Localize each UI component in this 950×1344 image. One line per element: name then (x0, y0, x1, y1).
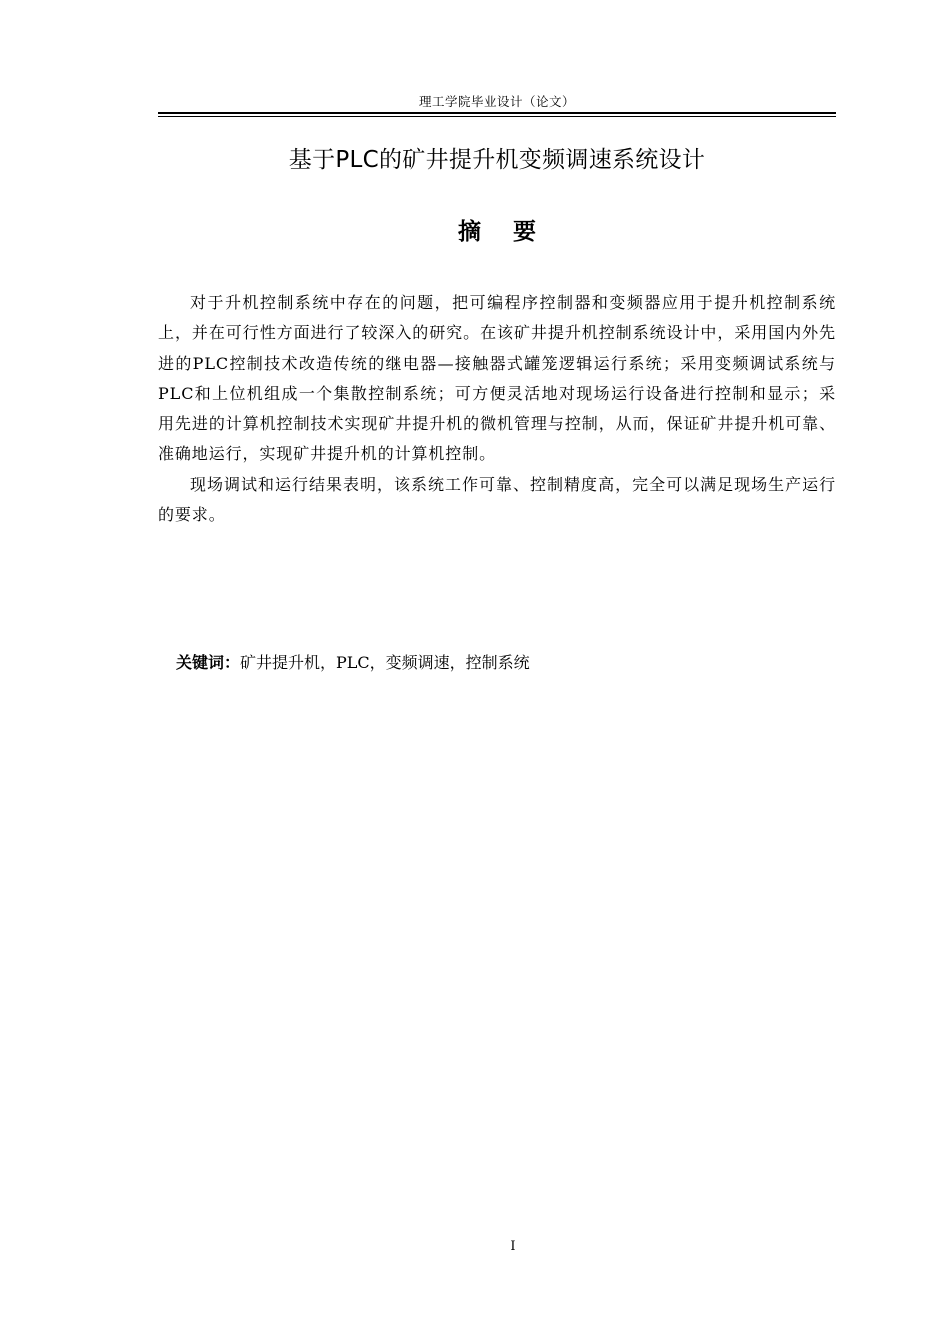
keywords-line (176, 648, 530, 678)
abstract-heading: 摘 要 (457, 219, 548, 245)
abstract-paragraph-1: 对于升机控制系统中存在的问题，把可编程序控制器和变频器应用于提升机控制系统上，并在可行性方面进行了较深入的研究。在该矿井提升机控制系统设计中，采用国内外先进的PLC控制技术改造传统的继电器—接触器式罐笼逻辑运行系统；采用变频调试系统与PLC和上位机组成一个集散控制系统；可方便灵活地对现场运行设备进行控制和显示；采用先进的计算机控制技术实现矿井提升机的微机管理与控制，从而，保证矿井提升机可靠、准确地运行，实现矿井提升机的计算机控制。 (158, 293, 836, 464)
abstract-body (158, 288, 836, 530)
keywords-label: 关键词： (176, 653, 241, 672)
header-rule (158, 112, 836, 114)
keywords-value: 矿井提升机，PLC，变频调速，控制系统 (240, 653, 530, 672)
running-header: 理工学院毕业设计（论文） (418, 94, 575, 109)
page-number: I (510, 1239, 516, 1254)
abstract-paragraph-2: 现场调试和运行结果表明，该系统工作可靠、控制精度高，完全可以满足现场生产运行的要求。 (158, 474, 836, 525)
header-rule-thin (158, 116, 836, 117)
document-title: 基于PLC的矿井提升机变频调速系统设计 (288, 147, 706, 173)
